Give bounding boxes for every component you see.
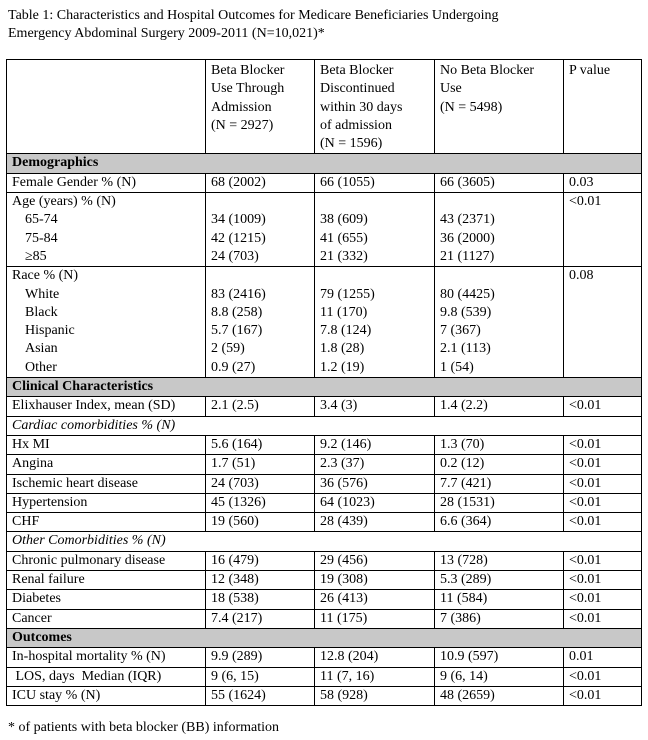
cell-bb-through: 12 (348) [206, 571, 315, 590]
section-row-outcomes [7, 628, 642, 647]
cell-p-value: <0.01 [564, 474, 642, 493]
section-title-demographics: Demographics [7, 154, 642, 173]
subsection-title-cardiac: Cardiac comorbidities % (N) [7, 416, 642, 435]
row-label: Ischemic heart disease [7, 474, 206, 493]
cell-bb-discontinued: 28 (439) [315, 513, 435, 532]
row-label: Angina [7, 455, 206, 474]
cell-p-value: <0.01 [564, 193, 642, 267]
row-label: Elixhauser Index, mean (SD) [7, 397, 206, 416]
subsection-row-cardiac [7, 416, 642, 435]
row-label-age: Age (years) % (N) 65-74 75-84 ≥85 [7, 193, 206, 267]
caption-line-2: Emergency Abdominal Surgery 2009-2011 (N=10,021)* [8, 26, 325, 41]
cell-bb-through: 2.1 (2.5) [206, 397, 315, 416]
cell-p-value: <0.01 [564, 571, 642, 590]
header-row [7, 60, 642, 154]
cell-bb-through: 45 (1326) [206, 493, 315, 512]
table-row [7, 571, 642, 590]
cell-no-bb: 66 (3605) [435, 173, 564, 192]
row-label: Hx MI [7, 435, 206, 454]
cell-bb-discontinued: 29 (456) [315, 551, 435, 570]
row-label: Renal failure [7, 571, 206, 590]
row-label-race: Race % (N) White Black Hispanic Asian Other [7, 267, 206, 378]
row-label: CHF [7, 513, 206, 532]
cell-bb-through: 19 (560) [206, 513, 315, 532]
cell-bb-discontinued: 58 (928) [315, 686, 435, 705]
header-bb-through-admission: Beta Blocker Use Through Admission (N = 2927) [206, 60, 315, 154]
cell-bb-discontinued: 3.4 (3) [315, 397, 435, 416]
cell-no-bb: 28 (1531) [435, 493, 564, 512]
cell-no-bb: 48 (2659) [435, 686, 564, 705]
cell-p-value: <0.01 [564, 435, 642, 454]
section-title-outcomes: Outcomes [7, 628, 642, 647]
table-row [7, 513, 642, 532]
table-row [7, 551, 642, 570]
row-label: LOS, days Median (IQR) [7, 667, 206, 686]
outcome-rows [7, 648, 642, 706]
cell-bb-through: 55 (1624) [206, 686, 315, 705]
section-title-clinical: Clinical Characteristics [7, 378, 642, 397]
section-row-demographics [7, 154, 642, 173]
row-label: In-hospital mortality % (N) [7, 648, 206, 667]
cell-p-value: <0.01 [564, 397, 642, 416]
characteristics-table [6, 59, 642, 706]
cell-p-value: <0.01 [564, 513, 642, 532]
table-row [7, 493, 642, 512]
cell-bb-discontinued: 2.3 (37) [315, 455, 435, 474]
cell-p-value: <0.01 [564, 455, 642, 474]
row-label: Chronic pulmonary disease [7, 551, 206, 570]
table-row [7, 590, 642, 609]
cell-p-value: 0.03 [564, 173, 642, 192]
cell-bb-discontinued: 66 (1055) [315, 173, 435, 192]
row-label: ICU stay % (N) [7, 686, 206, 705]
cardiac-rows [7, 435, 642, 531]
cell-no-bb: 43 (2371) 36 (2000) 21 (1127) [435, 193, 564, 267]
cell-no-bb: 10.9 (597) [435, 648, 564, 667]
cell-bb-through: 68 (2002) [206, 173, 315, 192]
cell-bb-discontinued: 64 (1023) [315, 493, 435, 512]
cell-p-value: <0.01 [564, 551, 642, 570]
table-row [7, 667, 642, 686]
cell-p-value: 0.01 [564, 648, 642, 667]
header-empty-cell [7, 60, 206, 154]
cell-no-bb: 1.4 (2.2) [435, 397, 564, 416]
subsection-title-other: Other Comorbidities % (N) [7, 532, 642, 551]
cell-p-value: 0.08 [564, 267, 642, 378]
cell-bb-through: 7.4 (217) [206, 609, 315, 628]
cell-bb-discontinued: 19 (308) [315, 571, 435, 590]
section-row-clinical [7, 378, 642, 397]
cell-bb-discontinued: 9.2 (146) [315, 435, 435, 454]
cell-bb-through: 34 (1009) 42 (1215) 24 (703) [206, 193, 315, 267]
cell-bb-through: 9 (6, 15) [206, 667, 315, 686]
cell-bb-through: 83 (2416) 8.8 (258) 5.7 (167) 2 (59) 0.9 (27) [206, 267, 315, 378]
cell-no-bb: 7 (386) [435, 609, 564, 628]
cell-p-value: <0.01 [564, 590, 642, 609]
cell-bb-through: 5.6 (164) [206, 435, 315, 454]
cell-no-bb: 1.3 (70) [435, 435, 564, 454]
cell-bb-through: 18 (538) [206, 590, 315, 609]
cell-bb-discontinued: 79 (1255) 11 (170) 7.8 (124) 1.8 (28) 1.2 (19) [315, 267, 435, 378]
header-no-bb: No Beta Blocker Use (N = 5498) [435, 60, 564, 154]
cell-bb-through: 1.7 (51) [206, 455, 315, 474]
cell-no-bb: 13 (728) [435, 551, 564, 570]
header-bb-discontinued: Beta Blocker Discontinued within 30 days of admission (N = 1596) [315, 60, 435, 154]
cell-p-value: <0.01 [564, 609, 642, 628]
cell-p-value: <0.01 [564, 686, 642, 705]
table-row-female [7, 173, 642, 192]
cell-no-bb: 80 (4425) 9.8 (539) 7 (367) 2.1 (113) 1 (54) [435, 267, 564, 378]
cell-no-bb: 9 (6, 14) [435, 667, 564, 686]
cell-bb-through: 9.9 (289) [206, 648, 315, 667]
table-row-elixhauser [7, 397, 642, 416]
cell-bb-discontinued: 36 (576) [315, 474, 435, 493]
footnote: * of patients with beta blocker (BB) information [8, 720, 279, 735]
other-rows [7, 551, 642, 628]
table-row [7, 435, 642, 454]
cell-no-bb: 5.3 (289) [435, 571, 564, 590]
table-row [7, 609, 642, 628]
table-row [7, 648, 642, 667]
table-row [7, 455, 642, 474]
cell-bb-discontinued: 11 (175) [315, 609, 435, 628]
cell-p-value: <0.01 [564, 493, 642, 512]
row-label: Cancer [7, 609, 206, 628]
cell-bb-through: 24 (703) [206, 474, 315, 493]
row-label: Diabetes [7, 590, 206, 609]
cell-no-bb: 7.7 (421) [435, 474, 564, 493]
cell-no-bb: 0.2 (12) [435, 455, 564, 474]
caption-line-1: Table 1: Characteristics and Hospital Outcomes for Medicare Beneficiaries Undergoing [8, 8, 499, 23]
table-caption [8, 7, 638, 43]
table-row [7, 474, 642, 493]
table-row-age [7, 193, 642, 267]
cell-bb-discontinued: 11 (7, 16) [315, 667, 435, 686]
cell-no-bb: 11 (584) [435, 590, 564, 609]
subsection-row-other [7, 532, 642, 551]
cell-bb-discontinued: 26 (413) [315, 590, 435, 609]
table-row [7, 686, 642, 705]
header-p-value: P value [564, 60, 642, 154]
cell-bb-discontinued: 12.8 (204) [315, 648, 435, 667]
row-label: Hypertension [7, 493, 206, 512]
row-label: Female Gender % (N) [7, 173, 206, 192]
cell-bb-through: 16 (479) [206, 551, 315, 570]
cell-no-bb: 6.6 (364) [435, 513, 564, 532]
table-row-race [7, 267, 642, 378]
cell-bb-discontinued: 38 (609) 41 (655) 21 (332) [315, 193, 435, 267]
cell-p-value: <0.01 [564, 667, 642, 686]
